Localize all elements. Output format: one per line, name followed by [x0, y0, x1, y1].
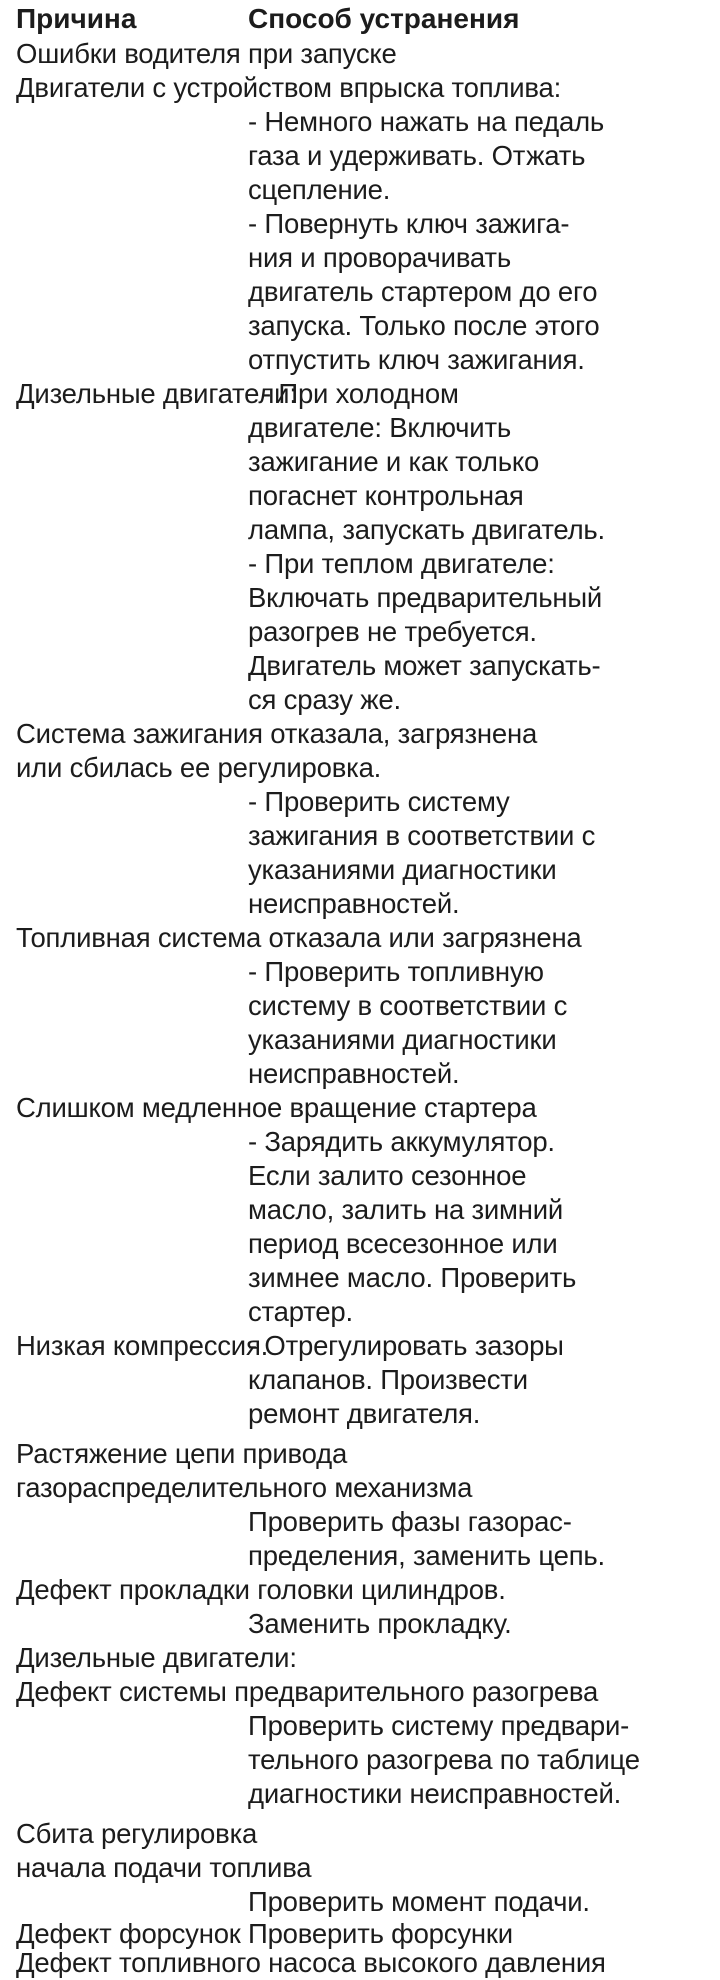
cause-line: газораспределительного механизма	[16, 1472, 473, 1503]
fix-line: ремонт двигателя.	[248, 1398, 481, 1429]
cause-line: Топливная система отказала или загрязнена	[16, 922, 582, 953]
fix-line: Проверить фазы газорас-	[248, 1506, 572, 1537]
fix-line: - При холодном	[262, 378, 459, 409]
fix-line: Если залито сезонное	[248, 1160, 527, 1191]
fix-line: Двигатель может запускать-	[248, 650, 601, 681]
fix-line: стартер.	[248, 1296, 353, 1327]
fix-line: Проверить систему предвари-	[248, 1710, 630, 1741]
fix-line: указаниями диагностики	[248, 854, 557, 885]
fix-line: Включать предварительный	[248, 582, 603, 613]
fix-line: клапанов. Произвести	[248, 1364, 528, 1395]
fix-line: систему в соответствии с	[248, 990, 568, 1021]
fix-line: отпустить ключ зажигания.	[248, 344, 585, 375]
cause-line: Дефект прокладки головки цилиндров.	[16, 1574, 506, 1605]
cause-line: Дизельные двигатели:	[16, 1642, 297, 1673]
cause-line: Двигатели с устройством впрыска топлива:	[16, 72, 562, 103]
fix-line: период всесезонное или	[248, 1228, 558, 1259]
fix-line: - При теплом двигателе:	[248, 548, 555, 579]
cause-line: Дефект форсунок	[16, 1918, 241, 1949]
cause-line: Ошибки водителя при запуске	[16, 38, 397, 69]
header-cause: Причина	[16, 3, 137, 34]
fix-line: Заменить прокладку.	[248, 1608, 512, 1639]
cause-line: начала подачи топлива	[16, 1852, 312, 1883]
fix-line: диагностики неисправностей.	[248, 1778, 622, 1809]
fix-line: - Проверить топливную	[248, 956, 544, 987]
cause-line: или сбилась ее регулировка.	[16, 752, 382, 783]
cause-line: Дефект системы предварительного разогрева	[16, 1676, 599, 1707]
fix-line: сцепление.	[248, 174, 391, 205]
fix-line: ся сразу же.	[248, 684, 401, 715]
cause-line: Сбита регулировка	[16, 1818, 258, 1849]
fix-line: неисправностей.	[248, 888, 460, 919]
fix-line: ния и проворачивать	[248, 242, 511, 273]
fix-line: пределения, заменить цепь.	[248, 1540, 605, 1571]
fix-line: тельного разогрева по таблице	[248, 1744, 640, 1775]
fix-line: двигатель стартером до его	[248, 276, 598, 307]
fix-line: неисправностей.	[248, 1058, 460, 1089]
fix-line: погаснет контрольная	[248, 480, 524, 511]
fix-line: указаниями диагностики	[248, 1024, 557, 1055]
fix-line: запуска. Только после этого	[248, 310, 600, 341]
fix-line: разогрев не требуется.	[248, 616, 537, 647]
fix-line: - Зарядить аккумулятор.	[248, 1126, 555, 1157]
fix-line: - Немного нажать на педаль	[248, 106, 605, 137]
header-fix: Способ устранения	[248, 3, 520, 34]
cause-line: Дизельные двигатели:	[16, 378, 297, 409]
fix-line: зажигание и как только	[248, 446, 540, 477]
fix-line: лампа, запускать двигатель.	[248, 514, 606, 545]
fix-line: масло, залить на зимний	[248, 1194, 564, 1225]
fix-line: зажигания в соответствии с	[248, 820, 596, 851]
fix-line: - Повернуть ключ зажига-	[248, 208, 570, 239]
fix-line	[431, 1946, 437, 1947]
cause-line: Растяжение цепи привода	[16, 1438, 348, 1469]
cause-line: Система зажигания отказала, загрязнена	[16, 718, 538, 749]
fix-line: двигателе: Включить	[248, 412, 511, 443]
cause-line: Низкая компрессия.	[16, 1330, 269, 1361]
fix-line: газа и удерживать. Отжать	[248, 140, 586, 171]
fix-line: Проверить момент подачи.	[248, 1886, 590, 1917]
fix-line: - Проверить систему	[248, 786, 510, 817]
cause-line: Слишком медленное вращение стартера	[16, 1092, 537, 1123]
fix-line: зимнее масло. Проверить	[248, 1262, 577, 1293]
fix-line: Проверить форсунки	[248, 1918, 513, 1949]
cause-line: Дефект топливного насоса высокого давления	[16, 1947, 606, 1978]
fix-line: - Отрегулировать зазоры	[248, 1330, 564, 1361]
